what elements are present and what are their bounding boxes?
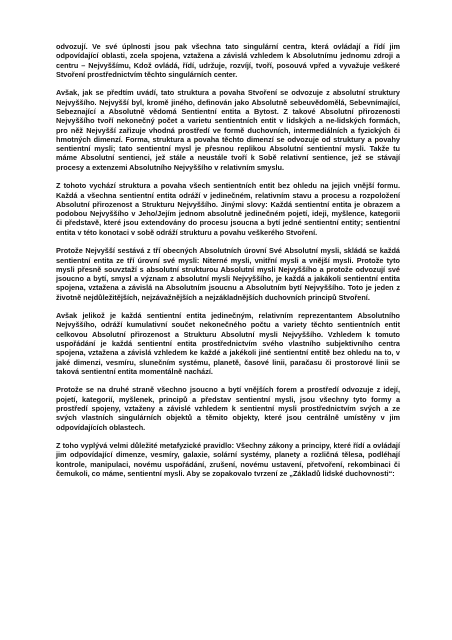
paragraph-3: Z tohoto vychází struktura a povaha všech sentientních entit bez ohledu na jejich vnější formu. Každá a všechna sentientní entita odráží v jedinečném, relativním stavu a procesu a rozpoložení Absolutní přirozenost a Strukturu Nejvyššího. Jinými slovy: Každá sentientní entita je obrazem a podobou Nejvyššího v Jeho/Jejím jednom absolutně jedinečném pojetí, ideji, myšlence, kategorii či představě, které jsou extendovány do procesu jsoucna a bytí jedné sentientní entity; sentientní entita v této konotaci v sobě odráží strukturu a povahu veškerého Stvoření.	[56, 181, 400, 237]
paragraph-4: Protože Nejvyšší sestává z tří obecných Absolutních úrovní Své Absolutní mysli, skládá se každá sentientní entita ze tří úrovní své mysli: Niterné mysli, vnitřní mysli a vnější mysli. Protože tyto mysli přesně souvztaží s absolutní strukturou Absolutní mysli Nejvyššího a protože odvozují své jsoucno a bytí, smysl a význam z absolutní mysli Nejvyššího, je každá a jakákoli sentientní entita spojena, vztažena a závislá na Absolutním jsoucnu a Absolutním bytí Nejvyššího. Toto je jeden z životně nejdůležitějších, nejzávažnějších a nejzákladnějších duchovních principů Stvoření.	[56, 246, 400, 302]
paragraph-7: Z toho vyplývá velmi důležité metafyzické pravidlo: Všechny zákony a principy, které řídí a ovládají jim odpovídající dimenze, vesmíry, galaxie, solární systémy, planety a rozličná tělesa, podléhají kontrole, manipulaci, novému uspořádání, zrušení, novému ustavení, přetvoření, rekombinaci či čemukoli, co máme, sentientní mysli. Aby se zopakovalo tvrzení ze „Základů lidské duchovnosti“:	[56, 441, 400, 478]
paragraph-2: Avšak, jak se předtím uvádí, tato struktura a povaha Stvoření se odvozuje z absolutní struktury Nejvyššího. Nejvyšší byl, kromě jiného, definován jako Absolutně sebeuvědomělá, Sebevnímající, Sebeznající a Absolutně vědomá Sentientní entita a Bytost. Z takové Absolutní přirozenosti Nejvyššího tvoří nekonečný počet a varietu sentientních entit v lidských a ne-lidských formách, pro něž Nejvyšší zařizuje vhodná prostředí ve formě duchovních, intermediálních a fyzických či hmotných dimenzí. Forma, struktura a povaha těchto dimenzí se odvozuje od struktury a povahy sentientní mysli; tato sentientní mysl je přesnou replikou Absolutní sentientní mysli. Takže tu máme Absolutní sentienci, jež stále a neustále tvoří k Sobě relativní sentience, jež se stávají procesy a extenzemi Absolutního Nejvyššího v relativním smyslu.	[56, 88, 400, 172]
paragraph-6: Protože se na druhé straně všechno jsoucno a bytí vnějších forem a prostředí odvozuje z idejí, pojetí, kategorií, myšlenek, principů a představ sentientní mysli, jsou všechny tyto formy a prostředí spojeny, vztaženy a závislé vzhledem k sentientní mysli prostřednictvím svých a ze svých vlastních singulárních objektů a těmito objekty, které jsou centrálně umístěny v jim odpovídajících oblastech.	[56, 385, 400, 432]
document-page	[56, 42, 400, 478]
paragraph-1: odvozují. Ve své úplnosti jsou pak všechna tato singulární centra, která ovládají a řídí jim odpovídající oblasti, zcela spojena, vztažena a závislá vzhledem k Absolutnímu jednomu zdroji a centru – Nejvyššímu, Kdož ovládá, řídí, udržuje, rozvíjí, tvoří, posouvá vpřed a vyvažuje veškeré Stvoření prostřednictvím těchto singulárních center.	[56, 42, 400, 79]
paragraph-5: Avšak jelikož je každá sentientní entita jedinečným, relativním reprezentantem Absolutního Nejvyššího, odráží kumulativní součet nekonečného počtu a variety těchto sentientních entit celkovou Absolutní přirozenost a Strukturu Absolutní mysli Nejvyššího. Vzhledem k tomuto uspořádání je každá sentientní entita prostřednictvím svého vlastního subjektivního centra spojena, vztažena a závislá vzhledem ke každé a jakékoli jiné sentientní entitě bez ohledu na to, v jaké dimenzi, vesmíru, slunečním systému, planetě, časové linii, paračasu či prostorové linii se taková sentientní entita momentálně nachází.	[56, 311, 400, 376]
